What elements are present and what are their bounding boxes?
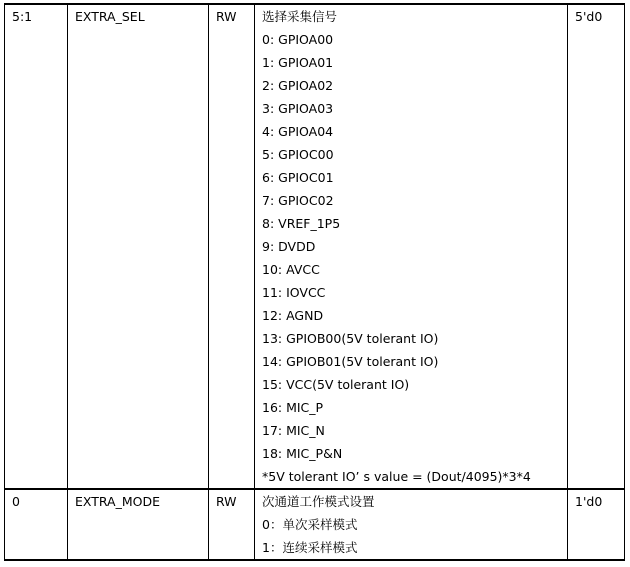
description-line: 选择采集信号 [262,9,338,24]
description-line: 6: GPIOC01 [262,170,334,185]
description-cell [255,4,568,489]
description-line: 13: GPIOB00(5V tolerant IO) [262,331,439,346]
description-line: 11: IOVCC [262,285,326,300]
description-line: 0：单次采样模式 [262,517,358,532]
description-line: 1：连续采样模式 [262,540,358,555]
description-line: 10: AVCC [262,262,320,277]
description-line: *5V tolerant IO’ s value = (Dout/4095)*3*4 [262,469,531,484]
description-line: 16: MIC_P [262,400,324,415]
description-cell [255,489,568,560]
description-line: 18: MIC_P&N [262,446,343,461]
field-name-cell: EXTRA_SEL [68,4,209,489]
reset-value-cell: 5'd0 [568,4,625,489]
description-line: 2: GPIOA02 [262,78,334,93]
description-line: 5: GPIOC00 [262,147,334,162]
description-line: 0: GPIOA00 [262,32,334,47]
description-line: 8: VREF_1P5 [262,216,341,231]
description-line: 9: DVDD [262,239,316,254]
bits-cell: 0 [5,489,68,560]
description-line: 15: VCC(5V tolerant IO) [262,377,410,392]
description-line: 12: AGND [262,308,324,323]
description-line: 1: GPIOA01 [262,55,334,70]
description-line: 7: GPIOC02 [262,193,334,208]
reset-value-cell: 1'd0 [568,489,625,560]
description-line: 次通道工作模式设置 [262,494,375,509]
description-line: 4: GPIOA04 [262,124,334,139]
register-row-extra-mode [5,489,625,560]
access-cell: RW [209,4,255,489]
description-line: 3: GPIOA03 [262,101,334,116]
field-name-cell: EXTRA_MODE [68,489,209,560]
description-line: 14: GPIOB01(5V tolerant IO) [262,354,439,369]
access-cell: RW [209,489,255,560]
bits-cell: 5:1 [5,4,68,489]
register-table [4,3,625,561]
register-row-extra-sel [5,4,625,489]
description-line: 17: MIC_N [262,423,325,438]
